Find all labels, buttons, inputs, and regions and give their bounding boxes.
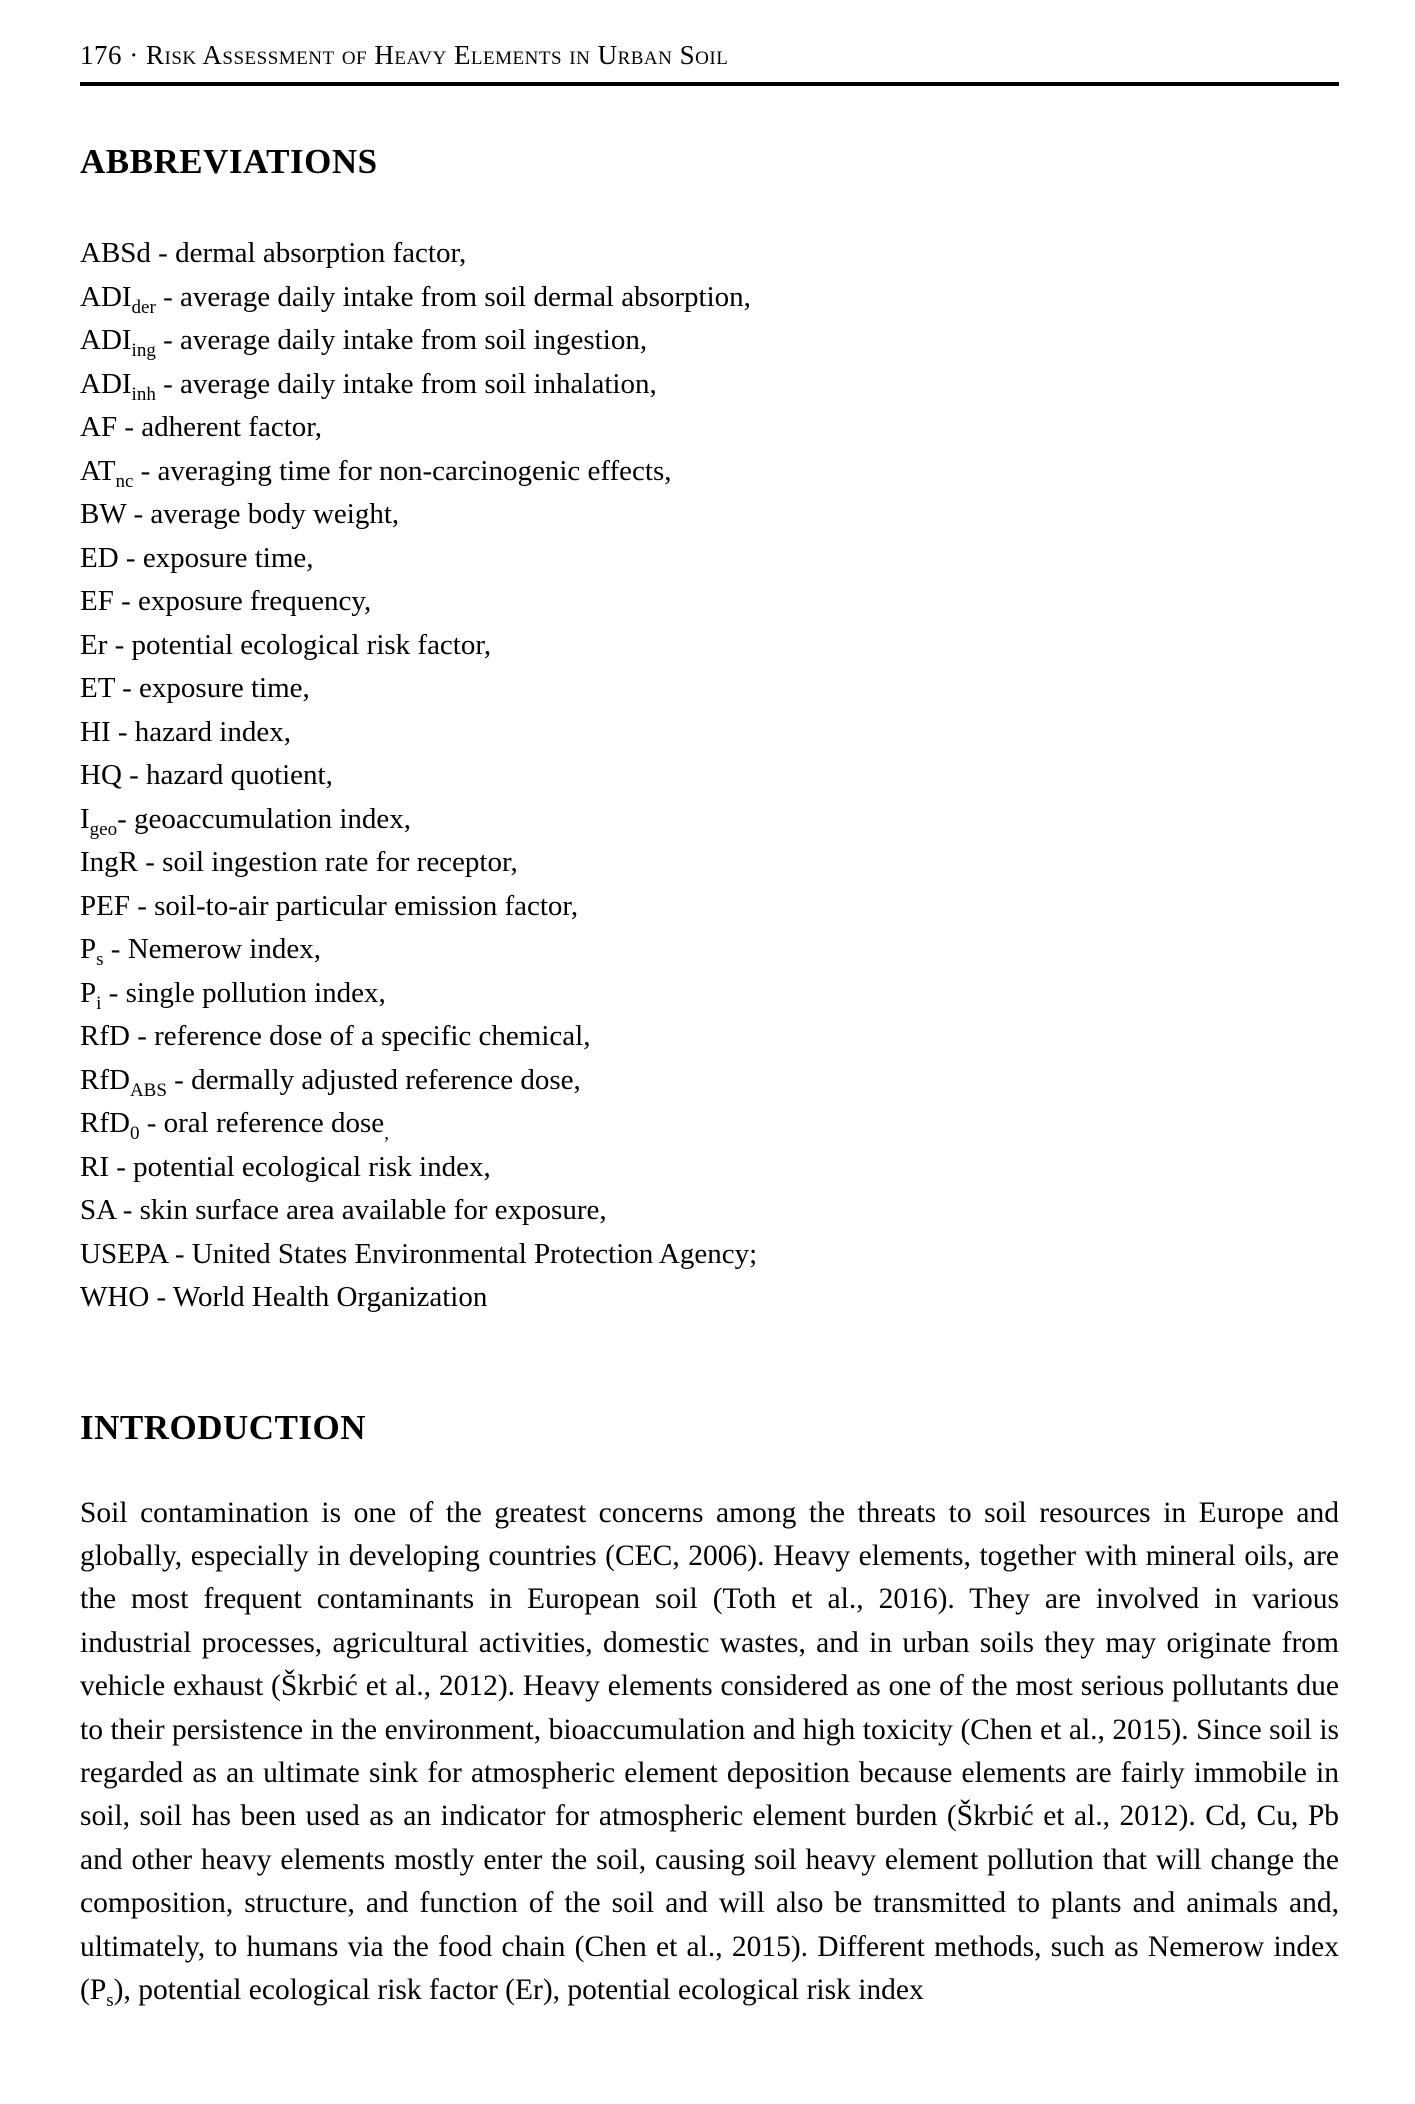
subscript: 0 <box>129 1123 140 1144</box>
list-item: PEF - soil-to-air particular emission factor, <box>80 889 579 922</box>
list-item: IngR - soil ingestion rate for receptor, <box>80 846 518 878</box>
list-item: SA - skin surface area available for exposure, <box>80 1194 607 1226</box>
subscript: s <box>106 1989 114 2011</box>
page-number: 176 <box>80 40 122 70</box>
list-item: HI - hazard index, <box>80 715 291 748</box>
subscript: nc <box>115 470 134 492</box>
list-item: WHO - World Health Organization <box>80 1281 488 1313</box>
list-item: BW - average body weight, <box>80 498 400 530</box>
list-item: AF - adherent factor, <box>80 411 323 443</box>
page-header <box>80 40 1339 71</box>
subscript: der <box>131 296 156 318</box>
list-item: RfD$_0$ - oral reference dose$_,$ <box>80 1107 389 1144</box>
list-item: $ADI_{inh}$ - average daily intake from soil inhalation, <box>80 367 657 405</box>
subscript: i <box>96 992 102 1014</box>
introduction-heading: INTRODUCTION <box>80 1407 367 1447</box>
subscript: s <box>96 949 104 970</box>
list-item: $AT_{nc}$ - averaging time for non-carcinogenic effects, <box>80 454 672 492</box>
list-item: ED - exposure time, <box>80 541 314 574</box>
list-item: ET - exposure time, <box>80 672 310 704</box>
list-item: HQ - hazard quotient, <box>80 759 333 791</box>
header-separator2 <box>139 40 146 70</box>
subscript: inh <box>131 383 156 405</box>
list-item: ABSd - dermal absorption factor, <box>80 237 467 269</box>
list-item: $ADI_{der}$ - average daily intake from soil dermal absorption, <box>80 280 751 318</box>
header-rule <box>80 82 1339 86</box>
list-item: $I_{geo}-$ geoaccumulation index, <box>80 802 412 840</box>
abbreviations-heading: ABBREVIATIONS <box>80 142 378 181</box>
list-item: EF - exposure frequency, <box>80 585 372 617</box>
list-item: USEPA - United States Environmental Protection Agency; <box>80 1237 758 1270</box>
list-item: RfD$_{ABS}$ - dermally adjusted reference dose, <box>80 1063 581 1101</box>
subscript: ing <box>131 340 156 361</box>
list-item: RfD - reference dose of a specific chemical, <box>80 1020 591 1052</box>
list-item: Er - potential ecological risk factor, <box>80 628 492 661</box>
running-title: Risk Assessment of Heavy Elements in Urban Soil <box>146 40 729 70</box>
list-item: $P_i$ - single pollution index, <box>80 976 386 1014</box>
subscript: ABS <box>129 1079 167 1101</box>
list-item: $ADI_{ing}$ - average daily intake from soil ingestion, <box>80 324 648 361</box>
subscript: , <box>384 1123 389 1144</box>
subscript: geo <box>89 818 118 840</box>
intro-paragraph: Soil contamination is one of the greatest concerns among the threats to soil resources in Europe and globally, especially in developing countries (CEC, 2006). Heavy elements, together with mineral oils, are the most frequent contaminants in European soil (Toth et al., 2016). They are involved in various industrial processes, agricultural activities, domestic wastes, and in urban soils they may originate from vehicle exhaust (Škrbić et al., 2012). Heavy elements considered as one of the most serious pollutants due to their persistence in the environment, bioaccumulation and high toxicity (Chen et al., 2015). Since soil is regarded as an ultimate sink for atmospheric element deposition because elements are fairly immobile in soil, soil has been used as an indicator for atmospheric element burden (Škrbić et al., 2012). Cd, Cu, Pb and other heavy elements mostly enter the soil, causing soil heavy element pollution that will change the composition, structure, and function of the soil and will also be transmitted to plants and animals and, ultimately, to humans via the food chain (Chen et al., 2015). Different methods, such as Nemerow index $(P_s)$, potential ecological risk factor (Er), potential ecological risk index <box>80 1496 1339 2011</box>
list-item: $P_s$ - Nemerow index, <box>80 933 321 970</box>
list-item: RI - potential ecological risk index, <box>80 1150 491 1183</box>
abbreviations-list <box>80 232 1339 1320</box>
header-dot: · <box>129 40 139 70</box>
